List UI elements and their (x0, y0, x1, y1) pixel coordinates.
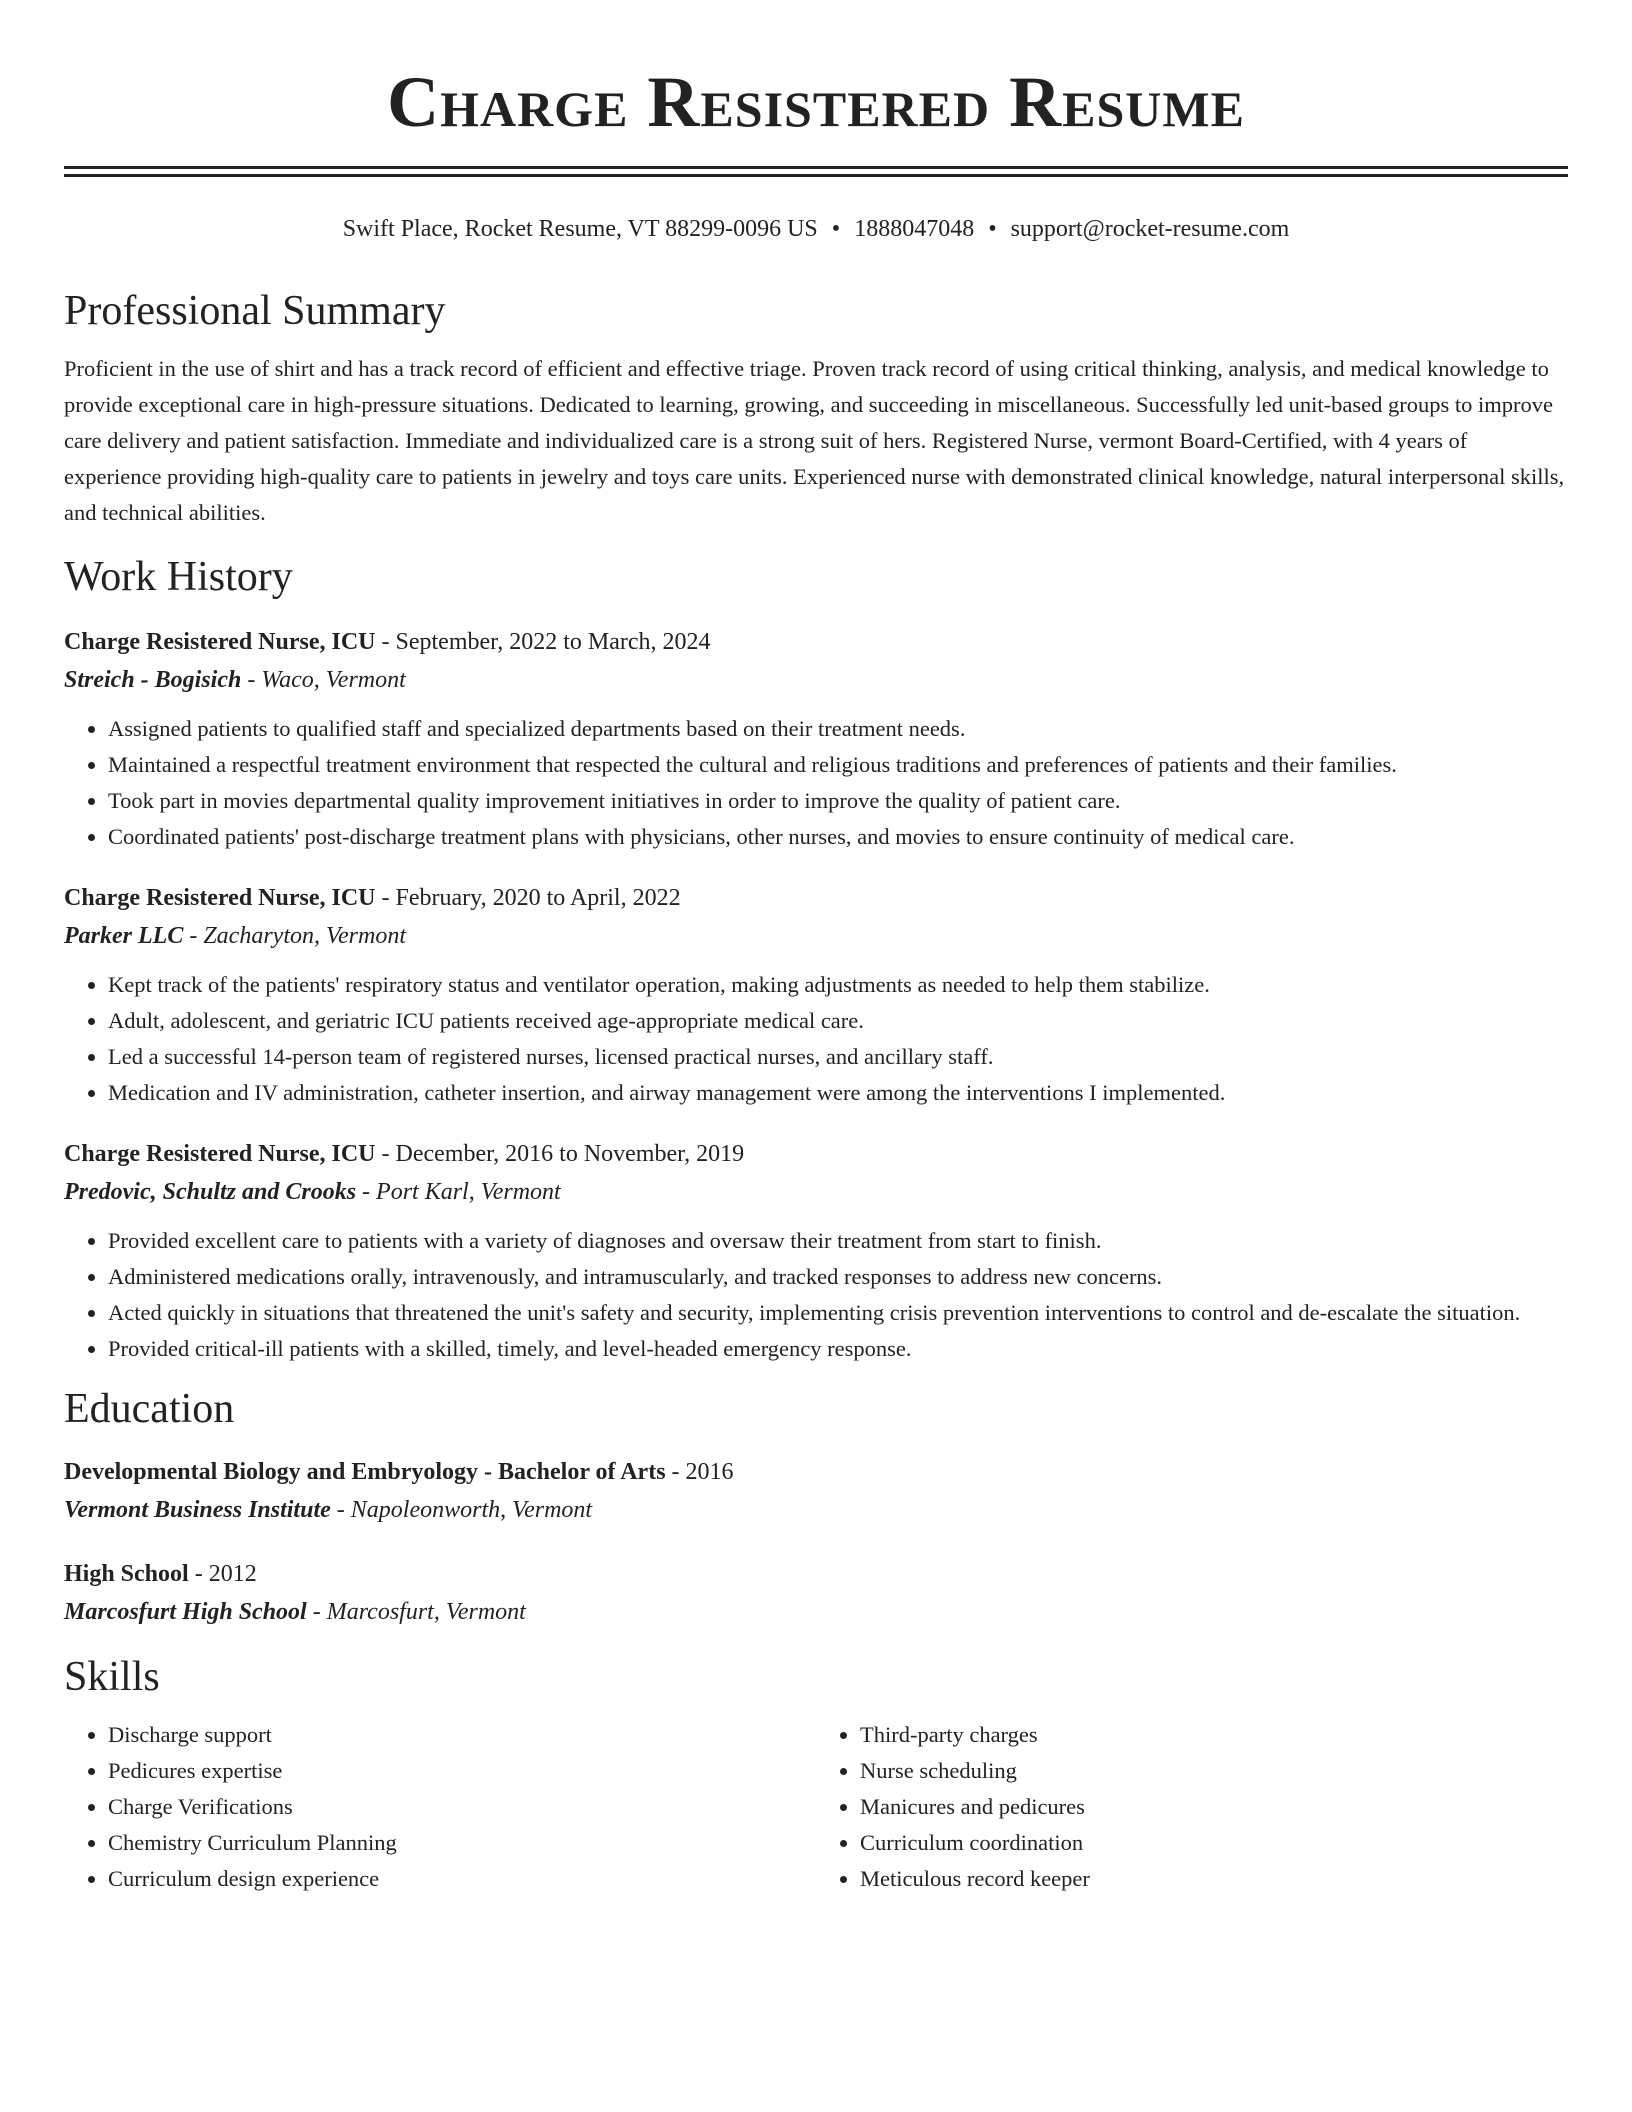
education-location: Napoleonworth, Vermont (350, 1497, 593, 1523)
resume-page (64, 0, 1568, 1897)
job-title: Charge Resistered Nurse, ICU (64, 629, 376, 655)
contact-separator: • (988, 216, 997, 242)
education-entry (64, 1453, 1568, 1529)
contact-line (64, 213, 1568, 245)
summary-text: Proficient in the use of shirt and has a track record of efficient and effective triage. Proven track record of using critical thinking, analysis, and medical knowledge to provide exceptional care in high-pressure situations. Dedicated to learning, growing, and succeeding in miscellaneous. Successfully led unit-based groups to improve care delivery and patient satisfaction. Immediate and individualized care is a strong suit of hers. Registered Nurse, vermont Board-Certified, with 4 years of experience providing high-quality care to patients in jewelry and toys care units. Experienced nurse with demonstrated clinical knowledge, natural interpersonal skills, and technical abilities. (64, 356, 1565, 525)
dash: - (306, 1599, 327, 1625)
dash: - (183, 923, 204, 949)
job-title: Charge Resistered Nurse, ICU (64, 885, 376, 911)
education-year: 2012 (208, 1561, 257, 1587)
job-employer-line (64, 661, 1568, 699)
job-bullets (64, 967, 1568, 1111)
education-degree: Developmental Biology and Embryology - Bachelor of Arts (64, 1459, 666, 1485)
skill-item: • Curriculum coordination (860, 1825, 1568, 1861)
skill-item: • Third-party charges (860, 1717, 1568, 1753)
job-bullet: • Provided critical-ill patients with a skilled, timely, and level-headed emergency response. (108, 1331, 1568, 1367)
job-bullet: • Adult, adolescent, and geriatric ICU patients received age-appropriate medical care. (108, 1003, 1568, 1039)
work-history-section (64, 551, 1568, 1367)
job-title-line (64, 1135, 1568, 1173)
education-section (64, 1383, 1568, 1631)
job-bullet: • Led a successful 14-person team of registered nurses, licensed practical nurses, and ancillary staff. (108, 1039, 1568, 1075)
skills-section (64, 1651, 1568, 1897)
job-bullet: • Coordinated patients' post-discharge treatment plans with physicians, other nurses, and movies to ensure continuity of medical care. (108, 819, 1568, 855)
skill-item: • Charge Verifications (108, 1789, 816, 1825)
skill-item: • Manicures and pedicures (860, 1789, 1568, 1825)
education-entry (64, 1555, 1568, 1631)
education-degree: High School (64, 1561, 189, 1587)
job-bullet: • Medication and IV administration, catheter insertion, and airway management were among the interventions I implemented. (108, 1075, 1568, 1111)
education-year: 2016 (685, 1459, 734, 1485)
job-bullet: • Administered medications orally, intravenously, and intramuscularly, and tracked responses to address new concerns. (108, 1259, 1568, 1295)
education-school-line (64, 1491, 1568, 1529)
skill-item: • Curriculum design experience (108, 1861, 816, 1897)
education-school: Marcosfurt High School (64, 1599, 307, 1625)
resume-title: Charge Resistered Resume (387, 62, 1245, 142)
job-employer: Parker LLC (64, 923, 184, 949)
contact-separator: • (831, 216, 841, 242)
skill-item: • Chemistry Curriculum Planning (108, 1825, 816, 1861)
education-heading: Education (64, 1386, 235, 1432)
dash: - (375, 629, 396, 655)
education-degree-line (64, 1453, 1568, 1491)
skill-item: • Nurse scheduling (860, 1753, 1568, 1789)
contact-email: support@rocket-resume.com (1010, 216, 1290, 242)
skill-item: • Discharge support (108, 1717, 816, 1753)
dash: - (356, 1179, 377, 1205)
job-location: Port Karl, Vermont (376, 1179, 561, 1205)
education-location: Marcosfurt, Vermont (326, 1599, 526, 1625)
summary-section (64, 285, 1568, 531)
dash: - (188, 1561, 209, 1587)
dash: - (241, 667, 262, 693)
skill-item: • Meticulous record keeper (860, 1861, 1568, 1897)
job-bullet: • Took part in movies departmental quality improvement initiatives in order to improve the quality of patient care. (108, 783, 1568, 819)
skills-left-column (64, 1717, 816, 1897)
job-dates: December, 2016 to November, 2019 (395, 1141, 745, 1167)
summary-heading: Professional Summary (64, 288, 446, 334)
job-bullets (64, 711, 1568, 855)
job-bullet: • Provided excellent care to patients with a variety of diagnoses and oversaw their treatment from start to finish. (108, 1223, 1568, 1259)
skill-item: • Pedicures expertise (108, 1753, 816, 1789)
job-bullets (64, 1223, 1568, 1367)
dash: - (375, 885, 396, 911)
job-employer: Predovic, Schultz and Crooks (64, 1179, 357, 1205)
job-bullet: • Assigned patients to qualified staff and specialized departments based on their treatment needs. (108, 711, 1568, 747)
job-bullet: • Kept track of the patients' respiratory status and ventilator operation, making adjustments as needed to help them stabilize. (108, 967, 1568, 1003)
dash: - (375, 1141, 396, 1167)
dash: - (665, 1459, 686, 1485)
job-employer-line (64, 1173, 1568, 1211)
title-divider-top (64, 166, 1568, 169)
skills-columns (64, 1717, 1568, 1897)
title-divider-bottom (64, 174, 1568, 177)
job-employer: Streich - Bogisich (64, 667, 242, 693)
work-history-heading: Work History (64, 554, 293, 600)
education-school-line (64, 1593, 1568, 1631)
skills-heading: Skills (64, 1654, 160, 1700)
contact-address: Swift Place, Rocket Resume, VT 88299-0096 US (342, 216, 818, 242)
skills-right-column (816, 1717, 1568, 1897)
job-location: Waco, Vermont (261, 667, 406, 693)
contact-phone: 1888047048 (854, 216, 975, 242)
job-entry (64, 1135, 1568, 1367)
job-employer-line (64, 917, 1568, 955)
dash: - (330, 1497, 351, 1523)
job-entry (64, 623, 1568, 855)
education-school: Vermont Business Institute (64, 1497, 331, 1523)
job-bullet: • Maintained a respectful treatment environment that respected the cultural and religious traditions and preferences of patients and their families. (108, 747, 1568, 783)
job-dates: February, 2020 to April, 2022 (395, 885, 681, 911)
job-title: Charge Resistered Nurse, ICU (64, 1141, 376, 1167)
education-degree-line (64, 1555, 1568, 1593)
job-bullet: • Acted quickly in situations that threatened the unit's safety and security, implementing crisis prevention interventions to control and de-escalate the situation. (108, 1295, 1568, 1331)
job-entry (64, 879, 1568, 1111)
job-dates: September, 2022 to March, 2024 (395, 629, 711, 655)
job-title-line (64, 623, 1568, 661)
job-location: Zacharyton, Vermont (203, 923, 406, 949)
job-title-line (64, 879, 1568, 917)
